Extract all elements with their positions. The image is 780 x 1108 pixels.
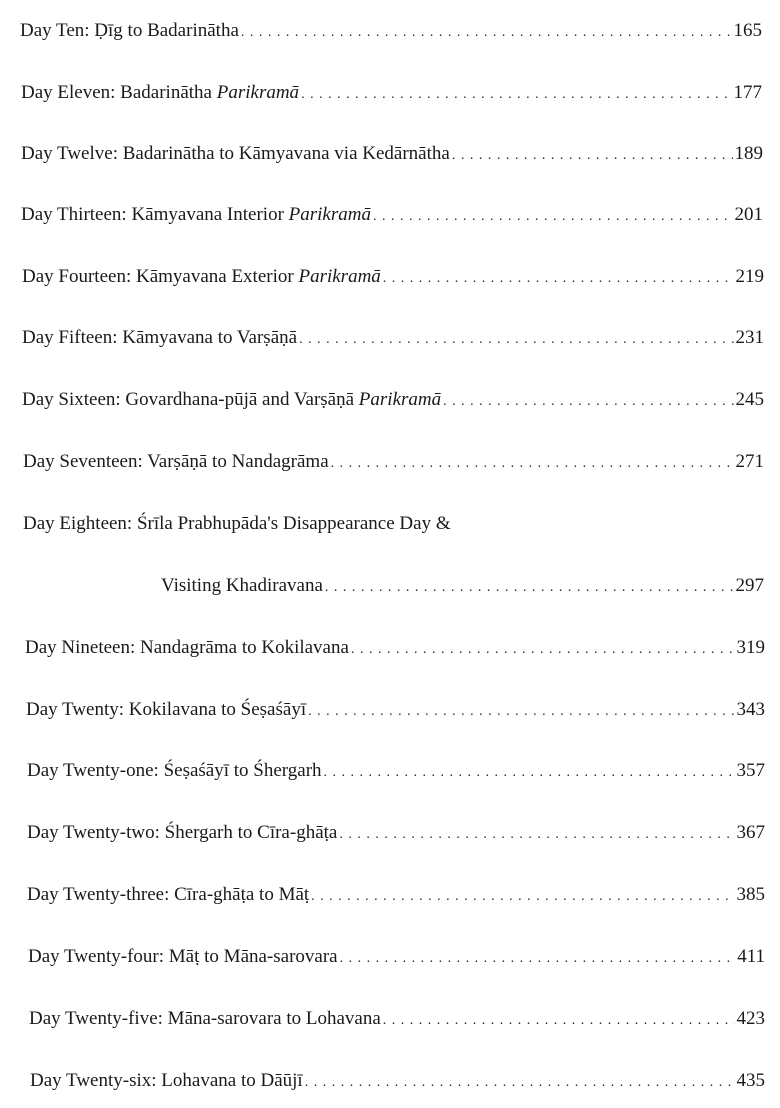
toc-entry-title: Day Twenty-one: Śeṣaśāyī to Śhergarh [27,760,322,781]
toc-entry-day-twelve[interactable] [0,139,780,169]
toc-entry-title: Day Thirteen: Kāmyavana Interior Parikramā [21,204,371,225]
dot-leader [383,264,734,294]
dot-leader [452,141,733,171]
dot-leader [305,1068,735,1098]
dot-leader [340,944,736,974]
toc-page-number: 435 [736,1070,765,1091]
toc-entry-title: Day Twenty-four: Māṭ to Māna-sarovara [28,946,338,967]
dot-leader [331,449,734,479]
title-italic: Parikramā [288,204,371,225]
toc-entry-title: Day Twelve: Badarinātha to Kāmyavana via Kedārnātha [21,143,450,164]
toc-entry-day-eleven[interactable] [0,78,780,108]
toc-page-number: 385 [736,884,765,905]
dot-leader [299,325,733,355]
toc-page-number: 189 [734,143,763,164]
title-italic: Parikramā [216,82,300,103]
toc-page-number: 423 [736,1008,765,1029]
dot-leader [325,573,734,603]
toc-entry-day-twenty-three[interactable] [0,880,780,910]
toc-entry-day-thirteen[interactable] [0,200,780,230]
toc-entry-title: Day Eleven: Badarinātha Parikramā [21,82,300,103]
title-italic: Parikramā [298,266,381,287]
toc-entry-title: Day Twenty-two: Śhergarh to Cīra-ghāṭa [27,822,338,843]
title-italic: Parikramā [358,389,442,410]
toc-entry-day-fourteen[interactable] [0,262,780,292]
toc-page-number: 411 [737,946,765,967]
dot-leader [311,882,734,912]
toc-page-number: 319 [736,637,765,658]
toc-entry-title: Day Twenty-five: Māna-sarovara to Lohavana [29,1008,381,1029]
toc-page-number: 271 [735,451,764,472]
toc-entry-title: Day Twenty: Kokilavana to Śeṣaśāyī [26,699,307,720]
dot-leader [443,387,733,417]
toc-entry-day-twenty-six[interactable] [0,1066,780,1096]
toc-entry-day-fifteen[interactable] [0,323,780,353]
toc-entry-day-eighteen[interactable] [0,509,780,601]
toc-page-number: 367 [736,822,765,843]
toc-entry-day-seventeen[interactable] [0,447,780,477]
toc-entry-day-twenty-four[interactable] [0,942,780,972]
toc-entry-title: Day Sixteen: Govardhana-pūjā and Varṣāṇā Parikramā [22,389,442,410]
toc-page-number: 245 [735,389,764,410]
toc-entry-day-sixteen[interactable] [0,385,780,415]
toc-entry-day-twenty-one[interactable] [0,756,780,786]
toc-entry-title: Day Twenty-six: Lohavana to Dāūjī [30,1070,303,1091]
dot-leader [339,820,734,850]
dot-leader [383,1006,735,1036]
toc-entry-title: Day Twenty-three: Cīra-ghāṭa to Māṭ [27,884,310,905]
toc-entry-day-twenty[interactable] [0,695,780,725]
toc-entry-title: Day Seventeen: Varṣāṇā to Nandagrāma [23,451,329,472]
dot-leader [301,80,731,110]
toc-page-number: 177 [733,82,762,103]
toc-page-number: 297 [735,575,764,596]
toc-page-number: 165 [733,20,762,41]
toc-entry-title: Day Fifteen: Kāmyavana to Varṣāṇā [22,327,298,348]
toc-entry-title: Day Nineteen: Nandagrāma to Kokilavana [25,637,349,658]
toc-entry-day-twenty-five[interactable] [0,1004,780,1034]
dot-leader [351,635,735,665]
dot-leader [373,202,733,232]
dot-leader [241,18,732,48]
toc-page-number: 231 [735,327,764,348]
toc-entry-title: Day Eighteen: Śrīla Prabhupāda's Disappearance Day & [23,513,451,534]
toc-page-number: 343 [736,699,765,720]
toc-entry-title: Day Fourteen: Kāmyavana Exterior Parikramā [22,266,381,287]
toc-page-number: 357 [736,760,765,781]
dot-leader [324,758,735,788]
toc-entry-title-continued: Visiting Khadiravana [161,575,323,596]
dot-leader [308,697,734,727]
toc-page-number: 219 [735,266,764,287]
toc-page-number: 201 [734,204,763,225]
toc-entry-day-ten[interactable] [0,16,780,46]
toc-entry-day-nineteen[interactable] [0,633,780,663]
toc-entry-title: Day Ten: Ḍīg to Badarinātha [20,20,239,41]
toc-entry-day-twenty-two[interactable] [0,818,780,848]
